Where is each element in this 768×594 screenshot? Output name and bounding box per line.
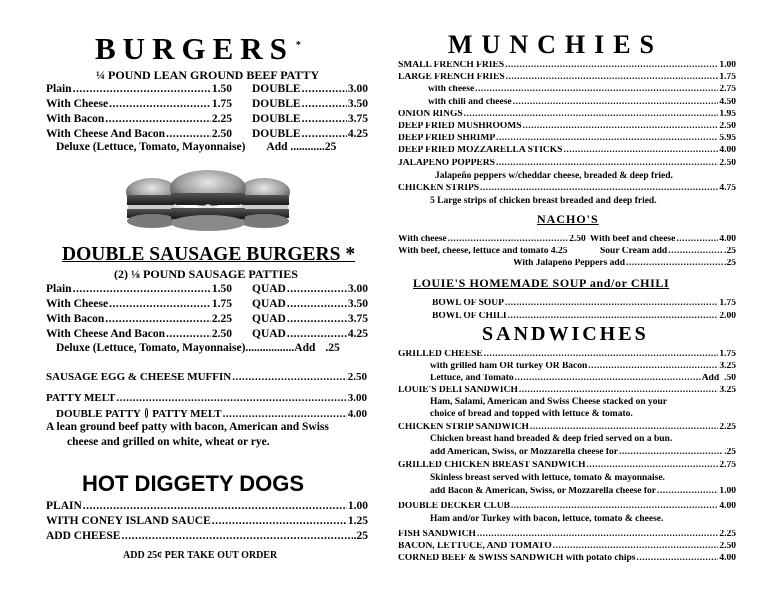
munchie-row: SMALL FRENCH FRIES ..... 1.00 (398, 61, 736, 71)
munchie-row: DEEP FRIED MUSHROOMS ..... 2.50 (398, 122, 736, 132)
strip-sandwich-add-row: add American, Swiss, or Mozzarella cheese for ..... .25 (430, 448, 736, 458)
take-out-note: ADD 25¢ PER TAKE OUT ORDER (123, 550, 278, 561)
burgers-row: Plain ..... 1.50 DOUBLE ..... 3.00 (46, 84, 368, 96)
deli-sandwich-row: LOUIE'S DELI SANDWICH ..... 3.25 (398, 386, 736, 396)
strip-sandwich-desc: Chicken breast hand breaded & deep fried served on a bun. (430, 434, 673, 444)
grilled-chicken-row: GRILLED CHICKEN BREAST SANDWICH ..... 2.75 (398, 461, 736, 471)
grilled-cheese-add-row: Lettuce, and Tomato ..... Add .50 (430, 374, 736, 384)
chicken-strips-row: CHICKEN STRIPS ..... 4.75 (398, 184, 736, 194)
munchie-row: JALAPEÑO POPPERS ..... 2.50 (398, 159, 736, 169)
munchie-row: LARGE FRENCH FRIES ..... 1.75 (398, 73, 736, 83)
sausage-subtitle: (2) ⅛ POUND SAUSAGE PATTIES (114, 267, 298, 281)
dog-row: ADD CHEESE ..... .25 (46, 531, 368, 543)
burgers-star: * (295, 39, 301, 51)
blt-row: BACON, LETTUCE, AND TOMATO ..... 2.50 (398, 542, 736, 552)
strips-desc: 5 Large strips of chicken breast breaded and deep fried. (430, 196, 657, 206)
muffin-row: SAUSAGE EGG & CHEESE MUFFIN ..... 2.50 (46, 372, 367, 383)
munchie-row: DEEP FRIED MOZZARELLA STICKS ..... 4.00 (398, 146, 736, 156)
nachos-title: NACHO'S (537, 212, 599, 226)
burger-photo (122, 168, 294, 232)
dogs-title: HOT DIGGETY DOGS (82, 471, 305, 496)
soup-row: BOWL OF CHILI ..... 2.00 (432, 312, 736, 322)
sausage-row: Plain ..... 1.50 QUAD ..... 3.00 (46, 284, 368, 296)
double-patty-row: DOUBLE PATTY PATTY MELT ..... 4.00 (56, 407, 367, 420)
dog-row: WITH CONEY ISLAND SAUCE ..... 1.25 (46, 516, 368, 528)
burgers-row: With Cheese And Bacon ..... 2.50 DOUBLE ..... 4.25 (46, 129, 368, 141)
burgers-row: With Cheese ..... 1.75 DOUBLE ..... 3.50 (46, 99, 368, 111)
nachos-row-1: With cheese ..... 2.50 With beef and cheese ..... 4.00 (398, 235, 736, 245)
soup-title: LOUIE'S HOMEMADE SOUP and/or CHILI (413, 276, 670, 290)
fish-sandwich-row: FISH SANDWICH ..... 2.25 (398, 530, 736, 540)
double-decker-desc: Ham and/or Turkey with bacon, lettuce, tomato & cheese. (430, 514, 664, 524)
grilled-cheese-row: GRILLED CHEESE ..... 1.75 (398, 350, 736, 360)
munchie-row: with chili and cheese ..... 4.50 (428, 98, 736, 108)
soup-row: BOWL OF SOUP ..... 1.75 (432, 299, 736, 309)
burgers-row: With Bacon ..... 2.25 DOUBLE ..... 3.75 (46, 114, 368, 126)
munchie-row: with cheese ..... 2.75 (428, 85, 736, 95)
sausage-row: With Cheese And Bacon ..... 2.50 QUAD ..... 4.25 (46, 329, 368, 341)
sandwiches-title: SANDWICHES (482, 323, 649, 345)
deli-desc-2: choice of bread and topped with lettuce & tomato. (430, 409, 633, 419)
sausage-row: With Cheese ..... 1.75 QUAD ..... 3.50 (46, 299, 368, 311)
burgers-subtitle: ¼ POUND LEAN GROUND BEEF PATTY (96, 68, 320, 82)
burger-deluxe: Deluxe (Lettuce, Tomato, Mayonnaise) Add ............25 (56, 141, 337, 153)
munchie-row: DEEP FRIED SHRIMP ..... 5.95 (398, 134, 736, 144)
burgers-title: BURGERS * (95, 31, 301, 66)
munchies-title: MUNCHIES (448, 30, 664, 59)
patty-melt-desc-1: A lean ground beef patty with bacon, American and Swiss (46, 421, 329, 433)
chicken-strip-sandwich-row: CHICKEN STRIP SANDWICH ..... 2.25 (398, 423, 736, 433)
patty-melt-desc-2: cheese and grilled on white, wheat or rye. (67, 436, 270, 448)
grilled-chicken-add-row: add Bacon & American, Swiss, or Mozzarella cheese for ..... 1.00 (430, 487, 736, 497)
grilled-cheese-option-row: with grilled ham OR turkey OR Bacon ..... 3.25 (430, 362, 736, 372)
dog-row: PLAIN ..... 1.00 (46, 501, 368, 513)
munchie-row: ONION RINGS ..... 1.95 (398, 110, 736, 120)
sausage-deluxe: Deluxe (Lettuce, Tomato, Mayonnaise).................Add .25 (56, 342, 340, 354)
corned-beef-row: CORNED BEEF & SWISS SANDWICH with potato chips ..... 4.00 (398, 554, 736, 564)
sausage-title: DOUBLE SAUSAGE BURGERS * (62, 244, 356, 265)
minus-circle-icon (145, 408, 148, 418)
sausage-row: With Bacon ..... 2.25 QUAD ..... 3.75 (46, 314, 368, 326)
double-decker-row: DOUBLE DECKER CLUB ..... 4.00 (398, 502, 736, 512)
patty-melt-row: PATTY MELT ..... 3.00 (46, 393, 367, 404)
deli-desc-1: Ham, Salami, American and Swiss Cheese stacked on your (430, 397, 667, 407)
nachos-row-2: With beef, cheese, lettuce and tomato 4.25 Sour Cream add ..... .25 (398, 247, 736, 257)
poppers-desc: Jalapeño peppers w/cheddar cheese, breaded & deep fried. (435, 171, 673, 181)
grilled-chicken-desc: Skinless breast served with lettuce, tomato & mayonnaise. (430, 473, 665, 483)
nachos-row-3: With Jalapeño Peppers add ..... .25 (513, 259, 736, 269)
